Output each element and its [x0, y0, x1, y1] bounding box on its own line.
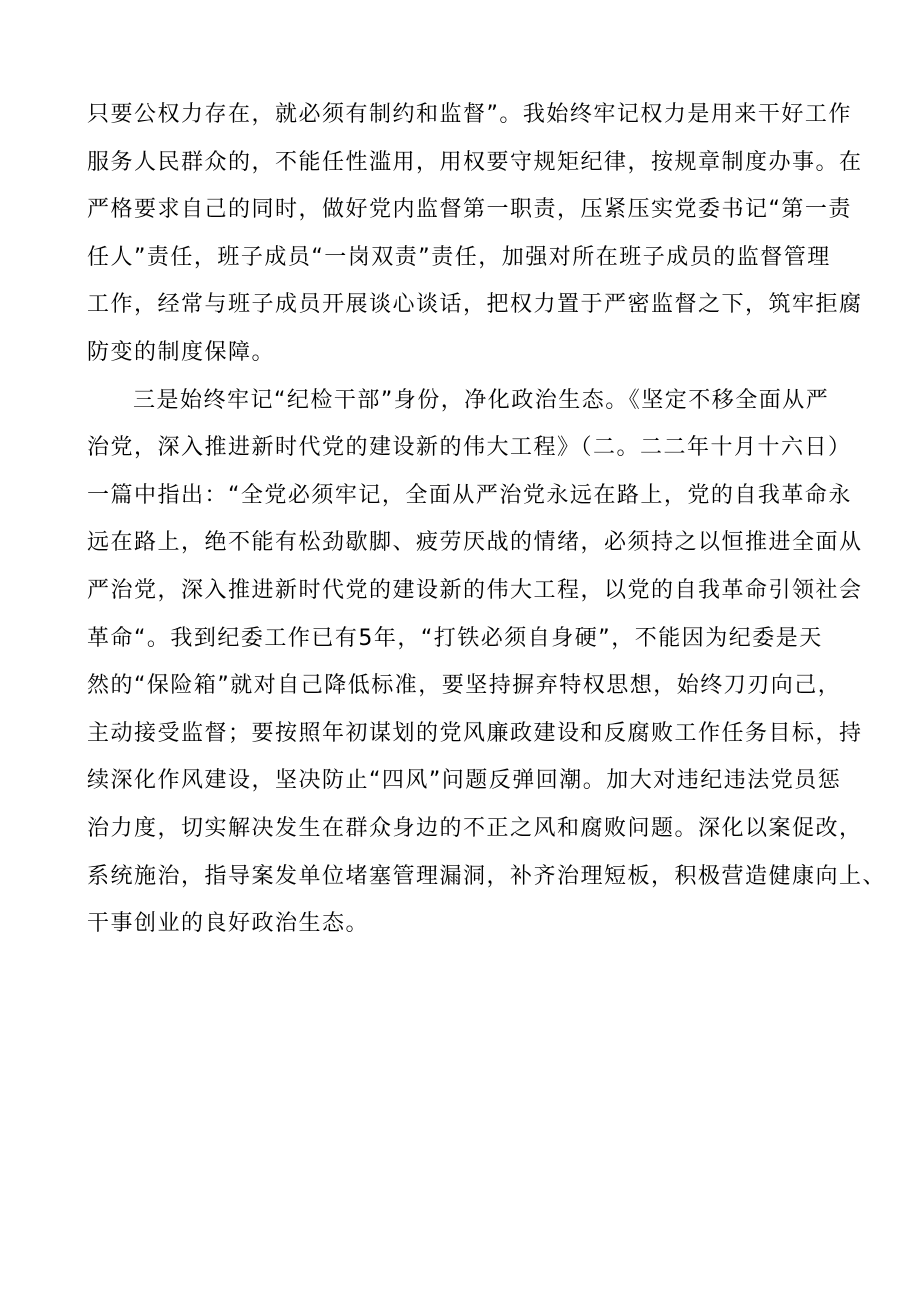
text-line: 工作，经常与班子成员开展谈心谈话，把权力置于严密监督之下，筑牢拒腐 — [87, 292, 863, 318]
text-line: 远在路上，绝不能有松劲歇脚、疲劳厌战的情绪，必须持之以恒推进全面从 — [87, 530, 863, 556]
text-line: 一篇中指出：“全党必须牢记，全面从严治党永远在路上，党的自我革命永 — [87, 482, 852, 508]
text-line: 主动接受监督；要按照年初谋划的党风廉政建设和反腐败工作任务目标，持 — [87, 720, 863, 746]
text-line: 然的“保险箱”就对自己降低标准，要坚持摒弃特权思想，始终刀刃向己， — [87, 673, 842, 699]
document-body — [87, 91, 887, 948]
text-line: 系统施治，指导案发单位堵塞管理漏洞，补齐治理短板，积极营造健康向上、 — [87, 863, 887, 889]
text-line: 三是始终牢记“纪检干部”身份，净化政治生态。《坚定不移全面从严 — [133, 387, 830, 413]
text-line: 干事创业的良好政治生态。 — [87, 911, 370, 937]
text-line: 只要公权力存在，就必须有制约和监督”。我始终牢记权力是用来干好工作 — [87, 102, 852, 127]
text-line: 革命“。我到纪委工作已有5年，“打铁必须自身硬”，不能因为纪委是天 — [87, 625, 823, 651]
text-line: 任人”责任，班子成员“一岗双责”责任，加强对所在班子成员的监督管理 — [87, 244, 831, 270]
text-line: 服务人民群众的，不能任性滥用，用权要守规矩纪律，按规章制度办事。在 — [87, 149, 863, 175]
paragraph-1 — [87, 91, 863, 377]
text-line: 防变的制度保障。 — [87, 339, 276, 365]
text-line: 严治党，深入推进新时代党的建设新的伟大工程，以党的自我革命引领社会 — [87, 577, 863, 603]
text-line: 续深化作风建设，坚决防止“四风”问题反弹回潮。加大对违纪违法党员惩 — [87, 768, 842, 794]
text-line: 治党，深入推进新时代党的建设新的伟大工程》（二。二二年十月十六日） — [87, 435, 852, 461]
text-line: 治力度，切实解决发生在群众身边的不正之风和腐败问题。深化以案促改， — [87, 815, 863, 841]
paragraph-2 — [87, 377, 887, 948]
text-line: 严格要求自己的同时，做好党内监督第一职责，压紧压实党委书记“第一责 — [87, 197, 852, 223]
